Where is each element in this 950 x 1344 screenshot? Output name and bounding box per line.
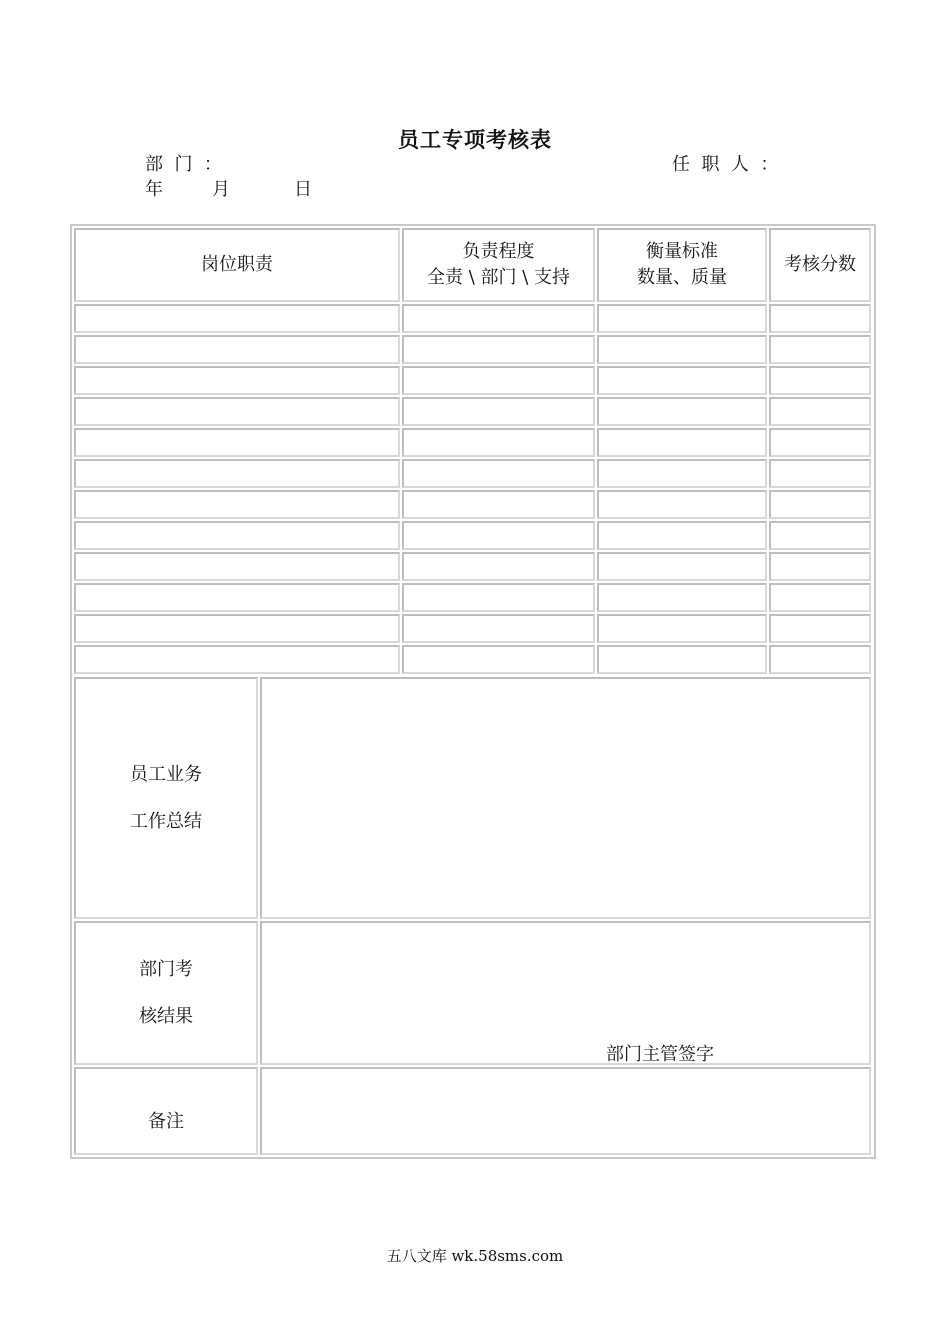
row-8-responsibility-cell[interactable] bbox=[402, 521, 595, 550]
row-3-duty-cell[interactable] bbox=[74, 366, 400, 395]
result-label-cell bbox=[74, 921, 258, 1065]
row-4-duty-cell[interactable] bbox=[74, 397, 400, 426]
row-9-responsibility-cell[interactable] bbox=[402, 552, 595, 581]
day-label: 日 bbox=[294, 179, 312, 200]
row-5-score-cell[interactable] bbox=[769, 428, 871, 457]
row-5-responsibility-cell[interactable] bbox=[402, 428, 595, 457]
row-12-standard-cell[interactable] bbox=[597, 645, 767, 674]
header-standard bbox=[597, 228, 767, 302]
row-1-duty-cell[interactable] bbox=[74, 304, 400, 333]
result-label-line1: 部门考 bbox=[139, 958, 193, 980]
row-10-score-cell[interactable] bbox=[769, 583, 871, 612]
row-5-standard-cell[interactable] bbox=[597, 428, 767, 457]
summary-label-cell bbox=[74, 677, 258, 919]
row-4-score-cell[interactable] bbox=[769, 397, 871, 426]
row-6-score-cell[interactable] bbox=[769, 459, 871, 488]
header-duty bbox=[74, 228, 400, 302]
row-11-responsibility-cell[interactable] bbox=[402, 614, 595, 643]
row-10-responsibility-cell[interactable] bbox=[402, 583, 595, 612]
row-3-score-cell[interactable] bbox=[769, 366, 871, 395]
department-label: 部 门 ： bbox=[145, 154, 222, 175]
row-9-standard-cell[interactable] bbox=[597, 552, 767, 581]
row-1-score-cell[interactable] bbox=[769, 304, 871, 333]
summary-input-cell[interactable] bbox=[260, 677, 871, 919]
row-10-duty-cell[interactable] bbox=[74, 583, 400, 612]
result-input-cell[interactable] bbox=[260, 921, 871, 1065]
row-6-duty-cell[interactable] bbox=[74, 459, 400, 488]
summary-label-line1: 员工业务 bbox=[130, 763, 202, 785]
row-5-duty-cell[interactable] bbox=[74, 428, 400, 457]
row-2-standard-cell[interactable] bbox=[597, 335, 767, 364]
month-label: 月 bbox=[212, 179, 230, 200]
row-2-responsibility-cell[interactable] bbox=[402, 335, 595, 364]
row-12-duty-cell[interactable] bbox=[74, 645, 400, 674]
row-11-duty-cell[interactable] bbox=[74, 614, 400, 643]
row-8-standard-cell[interactable] bbox=[597, 521, 767, 550]
header-standard-sub: 数量、质量 bbox=[637, 267, 727, 288]
row-11-standard-cell[interactable] bbox=[597, 614, 767, 643]
row-12-responsibility-cell[interactable] bbox=[402, 645, 595, 674]
row-2-score-cell[interactable] bbox=[769, 335, 871, 364]
row-7-duty-cell[interactable] bbox=[74, 490, 400, 519]
form-title: 员工专项考核表 bbox=[398, 127, 552, 152]
row-4-responsibility-cell[interactable] bbox=[402, 397, 595, 426]
summary-label-line2: 工作总结 bbox=[130, 810, 202, 832]
row-10-standard-cell[interactable] bbox=[597, 583, 767, 612]
header-responsibility bbox=[402, 228, 595, 302]
row-1-responsibility-cell[interactable] bbox=[402, 304, 595, 333]
header-score bbox=[769, 228, 871, 302]
remarks-input-cell[interactable] bbox=[260, 1067, 871, 1155]
row-2-duty-cell[interactable] bbox=[74, 335, 400, 364]
row-6-responsibility-cell[interactable] bbox=[402, 459, 595, 488]
row-3-standard-cell[interactable] bbox=[597, 366, 767, 395]
row-9-duty-cell[interactable] bbox=[74, 552, 400, 581]
header-responsibility-title: 负责程度 bbox=[462, 241, 535, 262]
header-responsibility-options: 全责 \ 部门 \ 支持 bbox=[426, 267, 570, 288]
row-9-score-cell[interactable] bbox=[769, 552, 871, 581]
row-4-standard-cell[interactable] bbox=[597, 397, 767, 426]
year-label: 年 bbox=[145, 179, 163, 200]
row-7-standard-cell[interactable] bbox=[597, 490, 767, 519]
row-8-score-cell[interactable] bbox=[769, 521, 871, 550]
row-6-standard-cell[interactable] bbox=[597, 459, 767, 488]
result-label-line2: 核结果 bbox=[139, 1005, 193, 1027]
remarks-label-cell bbox=[74, 1067, 258, 1155]
header-standard-title: 衡量标准 bbox=[646, 241, 718, 262]
row-3-responsibility-cell[interactable] bbox=[402, 366, 595, 395]
header-duty-text: 岗位职责 bbox=[201, 254, 273, 275]
row-11-score-cell[interactable] bbox=[769, 614, 871, 643]
appointee-label: 任 职 人 ： bbox=[672, 154, 779, 175]
footer-watermark: 五八文库 wk.58sms.com bbox=[386, 1247, 564, 1265]
supervisor-signature-label: 部门主管签字 bbox=[606, 1044, 714, 1065]
row-8-duty-cell[interactable] bbox=[74, 521, 400, 550]
row-7-score-cell[interactable] bbox=[769, 490, 871, 519]
remarks-label: 备注 bbox=[148, 1111, 184, 1132]
row-12-score-cell[interactable] bbox=[769, 645, 871, 674]
header-score-text: 考核分数 bbox=[784, 254, 856, 275]
row-7-responsibility-cell[interactable] bbox=[402, 490, 595, 519]
row-1-standard-cell[interactable] bbox=[597, 304, 767, 333]
